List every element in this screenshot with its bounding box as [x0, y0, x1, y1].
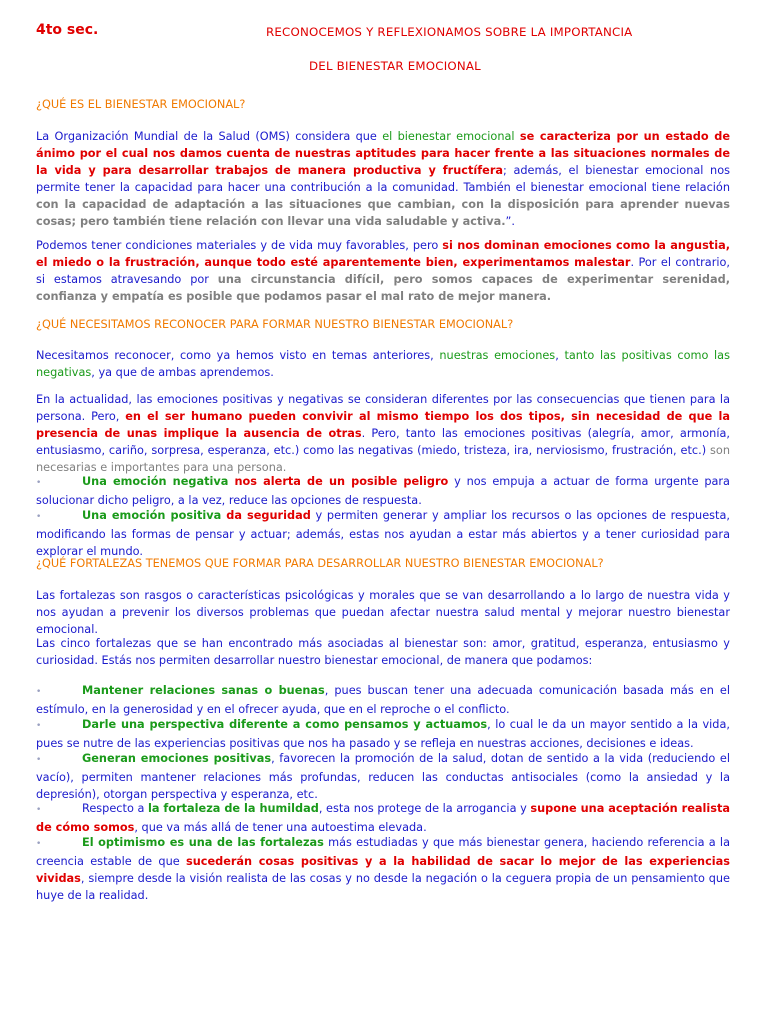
grade-label: 4to sec. [36, 22, 99, 38]
title-line-1: RECONOCEMOS Y REFLEXIONAMOS SOBRE LA IMPORTANCIA [266, 25, 633, 39]
list-item: • Una emoción negativa nos alerta de un posible peligro y nos empuja a actuar de forma urgente para solucionar dicho peligro, a la vez, reduce las opciones de respuesta. [36, 475, 730, 507]
section-3-paragraph-2: Las cinco fortalezas que se han encontrado más asociadas al bienestar son: amor, gratitud, esperanza, entusiasmo y curiosidad. Estás nos permiten desarrollar nuestro bienestar emocional, de manera que podamos: [36, 637, 730, 667]
section-2-paragraph-2: En la actualidad, las emociones positivas y negativas se consideran diferentes por las consecuencias que tienen para la persona. Pero, en el ser humano pueden convivir al mismo tiempo los dos tipos, sin necesidad de que la presencia de unas implique la ausencia de otras. Pero, tanto las emociones positivas (alegría, amor, armonía, entusiasmo, cariño, sorpresa, esperanza, etc.) como las negativas (miedo, tristeza, ira, nerviosismo, frustración, etc.) son necesarias e importantes para una persona. [36, 393, 730, 474]
title-line-2: DEL BIENESTAR EMOCIONAL [309, 59, 481, 73]
bullet-icon: • [36, 478, 42, 488]
section-1-paragraph-1: La Organización Mundial de la Salud (OMS) considera que el bienestar emocional se caracteriza por un estado de ánimo por el cual nos damos cuenta de nuestras aptitudes para hacer frente a las situaciones normales de la vida y para desarrollar trabajos de manera productiva y fructífera; además, el bienestar emocional nos permite tener la capacidad para hacer una contribución a la comunidad. También el bienestar emocional tiene relación con la capacidad de adaptación a las situaciones que cambian, con la disposición para aprender nuevas cosas; pero también tiene relación con llevar una vida saludable y activa.”. [36, 130, 730, 228]
bullet-icon: • [36, 805, 42, 815]
list-item: • Una emoción positiva da seguridad y permiten generar y ampliar los recursos o las opciones de respuesta, modificando las formas de pensar y actuar; además, estas nos ayudan a estar más abiertos y a tener curiosidad para explorar el mundo. [36, 509, 730, 558]
bullet-icon: • [36, 839, 42, 849]
section-1-paragraph-2: Podemos tener condiciones materiales y de vida muy favorables, pero si nos dominan emociones como la angustia, el miedo o la frustración, aunque todo esté aparentemente bien, experimentamos malestar. Por el contrario, si estamos atravesando por una circunstancia difícil, pero somos capaces de experimentar serenidad, confianza y empatía es posible que podamos pasar el mal rato de mejor manera. [36, 239, 730, 303]
bullet-icon: • [36, 755, 42, 765]
list-item: • Respecto a la fortaleza de la humildad, esta nos protege de la arrogancia y supone una aceptación realista de cómo somos, que va más allá de tener una autoestima elevada. [36, 802, 730, 834]
section-1-heading: ¿QUÉ ES EL BIENESTAR EMOCIONAL? [36, 98, 246, 111]
list-item: • Mantener relaciones sanas o buenas, pues buscan tener una adecuada comunicación basada más en el estímulo, en la generosidad y en el ofrecer ayuda, que en el reproche o el conflicto. [36, 684, 730, 716]
list-item: • Generan emociones positivas, favorecen la promoción de la salud, dotan de sentido a la vida (reduciendo el vacío), permiten mantener relaciones más profundas, reducen las conductas antisociales (como la ansiedad y la depresión), otorgan perspectiva y esperanza, etc. [36, 752, 731, 801]
section-2-heading: ¿QUÉ NECESITAMOS RECONOCER PARA FORMAR NUESTRO BIENESTAR EMOCIONAL? [36, 318, 514, 331]
document-header [36, 22, 730, 82]
list-item: • Darle una perspectiva diferente a como pensamos y actuamos, lo cual le da un mayor sentido a la vida, pues se nutre de las experiencias positivas que nos ha pasado y se refleja en nuestras acciones, decisiones e ideas. [36, 718, 730, 750]
bullet-icon: • [36, 512, 42, 522]
section-3-paragraph-1: Las fortalezas son rasgos o características psicológicas y morales que se van desarrollando a lo largo de nuestra vida y nos ayudan a prevenir los diversos problemas que puedan afectar nuestra salud mental y mejorar nuestro bienestar emocional. [36, 589, 730, 636]
section-2-paragraph-1: Necesitamos reconocer, como ya hemos visto en temas anteriores, nuestras emociones, tanto las positivas como las negativas, ya que de ambas aprendemos. [36, 349, 730, 379]
list-item: • El optimismo es una de las fortalezas más estudiadas y que más bienestar genera, haciendo referencia a la creencia estable de que sucederán cosas positivas y a la habilidad de sacar lo mejor de las experiencias vividas, siempre desde la visión realista de las cosas y no desde la negación o la ceguera propia de un pensamiento que huye de la realidad. [36, 836, 730, 902]
section-3-heading: ¿QUÉ FORTALEZAS TENEMOS QUE FORMAR PARA DESARROLLAR NUESTRO BIENESTAR EMOCIONAL? [36, 557, 604, 570]
bullet-icon: • [36, 721, 42, 731]
bullet-icon: • [36, 687, 42, 697]
